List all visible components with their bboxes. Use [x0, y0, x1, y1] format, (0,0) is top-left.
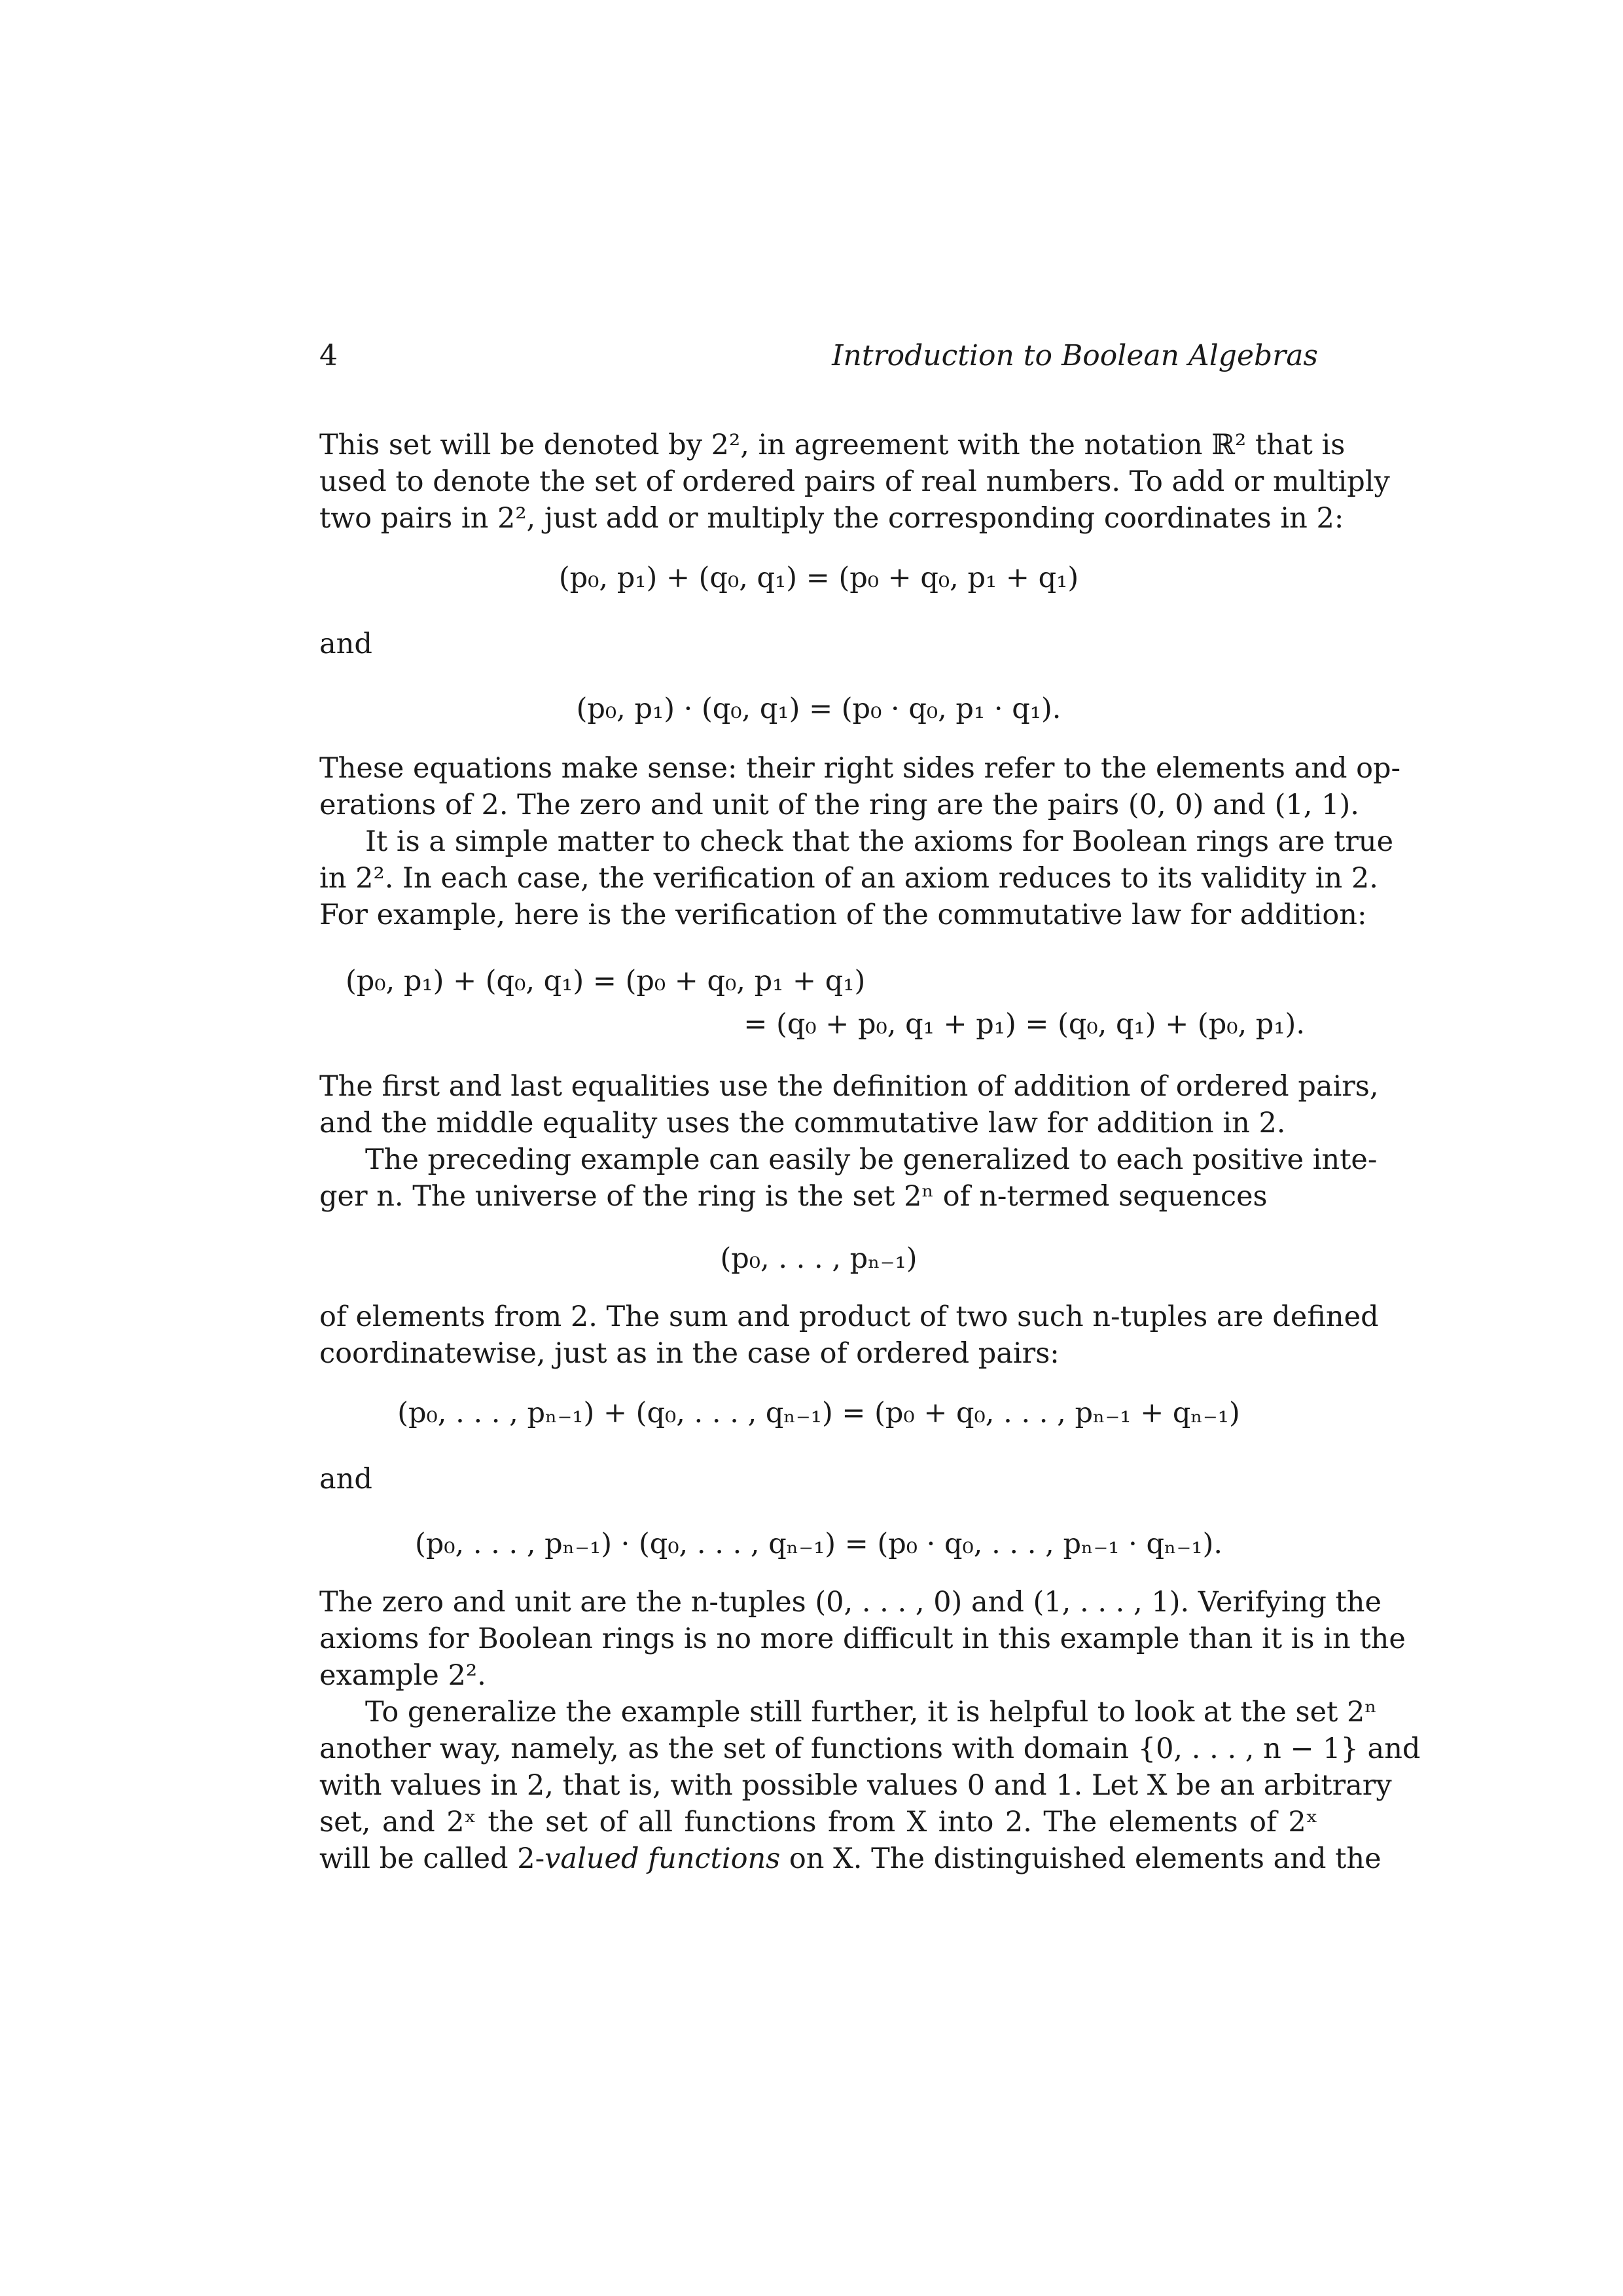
equation-sum-tuples: (p₀, . . . , pₙ₋₁) + (q₀, . . . , qₙ₋₁) = (p₀ + q₀, . . . , pₙ₋₁ + qₙ₋₁) — [397, 1397, 1240, 1429]
equation-sum-pairs: (p₀, p₁) + (q₀, q₁) = (p₀ + q₀, p₁ + q₁) — [558, 562, 1079, 594]
text-line: The preceding example can easily be generalized to each positive inte- — [365, 1143, 1378, 1176]
text-line: coordinatewise, just as in the case of ordered pairs: — [319, 1337, 1060, 1370]
text-line: ger n. The universe of the ring is the set 2ⁿ of n-termed sequences — [319, 1180, 1268, 1213]
connector-and: and — [319, 1463, 372, 1496]
text-line: and the middle equality uses the commutative law for addition in 2. — [319, 1107, 1286, 1139]
running-title: Introduction to Boolean Algebras — [832, 339, 1318, 372]
equation-product-pairs: (p₀, p₁) · (q₀, q₁) = (p₀ · q₀, p₁ · q₁). — [576, 692, 1061, 725]
text-line: erations of 2. The zero and unit of the ring are the pairs (0, 0) and (1, 1). — [319, 789, 1359, 821]
text-line: It is a simple matter to check that the axioms for Boolean rings are true — [365, 825, 1394, 858]
text-line: two pairs in 2², just add or multiply the corresponding coordinates in 2: — [319, 502, 1344, 535]
text-line: another way, namely, as the set of functions with domain {0, . . . , n − 1} and — [319, 1732, 1421, 1765]
text-line: example 2². — [319, 1659, 486, 1692]
text-line: These equations make sense: their right sides refer to the elements and op- — [319, 752, 1401, 785]
text-line: set, and 2ˣ the set of all functions from X into 2. The elements of 2ˣ — [319, 1806, 1318, 1839]
text-line: The zero and unit are the n-tuples (0, . . . , 0) and (1, . . . , 1). Verifying the — [319, 1586, 1382, 1619]
text-line: This set will be denoted by 2², in agreement with the notation ℝ² that is — [319, 429, 1346, 461]
equation-commutative-line2: = (q₀ + p₀, q₁ + p₁) = (q₀, q₁) + (p₀, p₁). — [743, 1008, 1305, 1041]
equation-sequence: (p₀, . . . , pₙ₋₁) — [720, 1242, 918, 1275]
text-line: To generalize the example still further, it is helpful to look at the set 2ⁿ — [365, 1696, 1377, 1729]
text-run: on X. The distinguished elements and the — [780, 1842, 1382, 1875]
text-line: used to denote the set of ordered pairs of real numbers. To add or multiply — [319, 465, 1390, 498]
text-run: will be called 2- — [319, 1842, 545, 1875]
text-line: For example, here is the verification of the commutative law for addition: — [319, 899, 1367, 931]
equation-product-tuples: (p₀, . . . , pₙ₋₁) · (q₀, . . . , qₙ₋₁) = (p₀ · q₀, . . . , pₙ₋₁ · qₙ₋₁). — [414, 1528, 1223, 1560]
equation-commutative-line1: (p₀, p₁) + (q₀, q₁) = (p₀ + q₀, p₁ + q₁) — [346, 965, 866, 997]
page-number: 4 — [319, 339, 338, 372]
text-line: of elements from 2. The sum and product of two such n-tuples are defined — [319, 1300, 1379, 1333]
connector-and: and — [319, 628, 372, 660]
text-line: axioms for Boolean rings is no more difficult in this example than it is in the — [319, 1623, 1406, 1655]
text-line: with values in 2, that is, with possible values 0 and 1. Let X be an arbitrary — [319, 1769, 1392, 1802]
text-line — [319, 1840, 1382, 1877]
text-line: in 2². In each case, the verification of an axiom reduces to its validity in 2. — [319, 862, 1378, 895]
text-line: The first and last equalities use the definition of addition of ordered pairs, — [319, 1070, 1379, 1103]
emphasis-valued-functions: valued functions — [544, 1842, 781, 1875]
